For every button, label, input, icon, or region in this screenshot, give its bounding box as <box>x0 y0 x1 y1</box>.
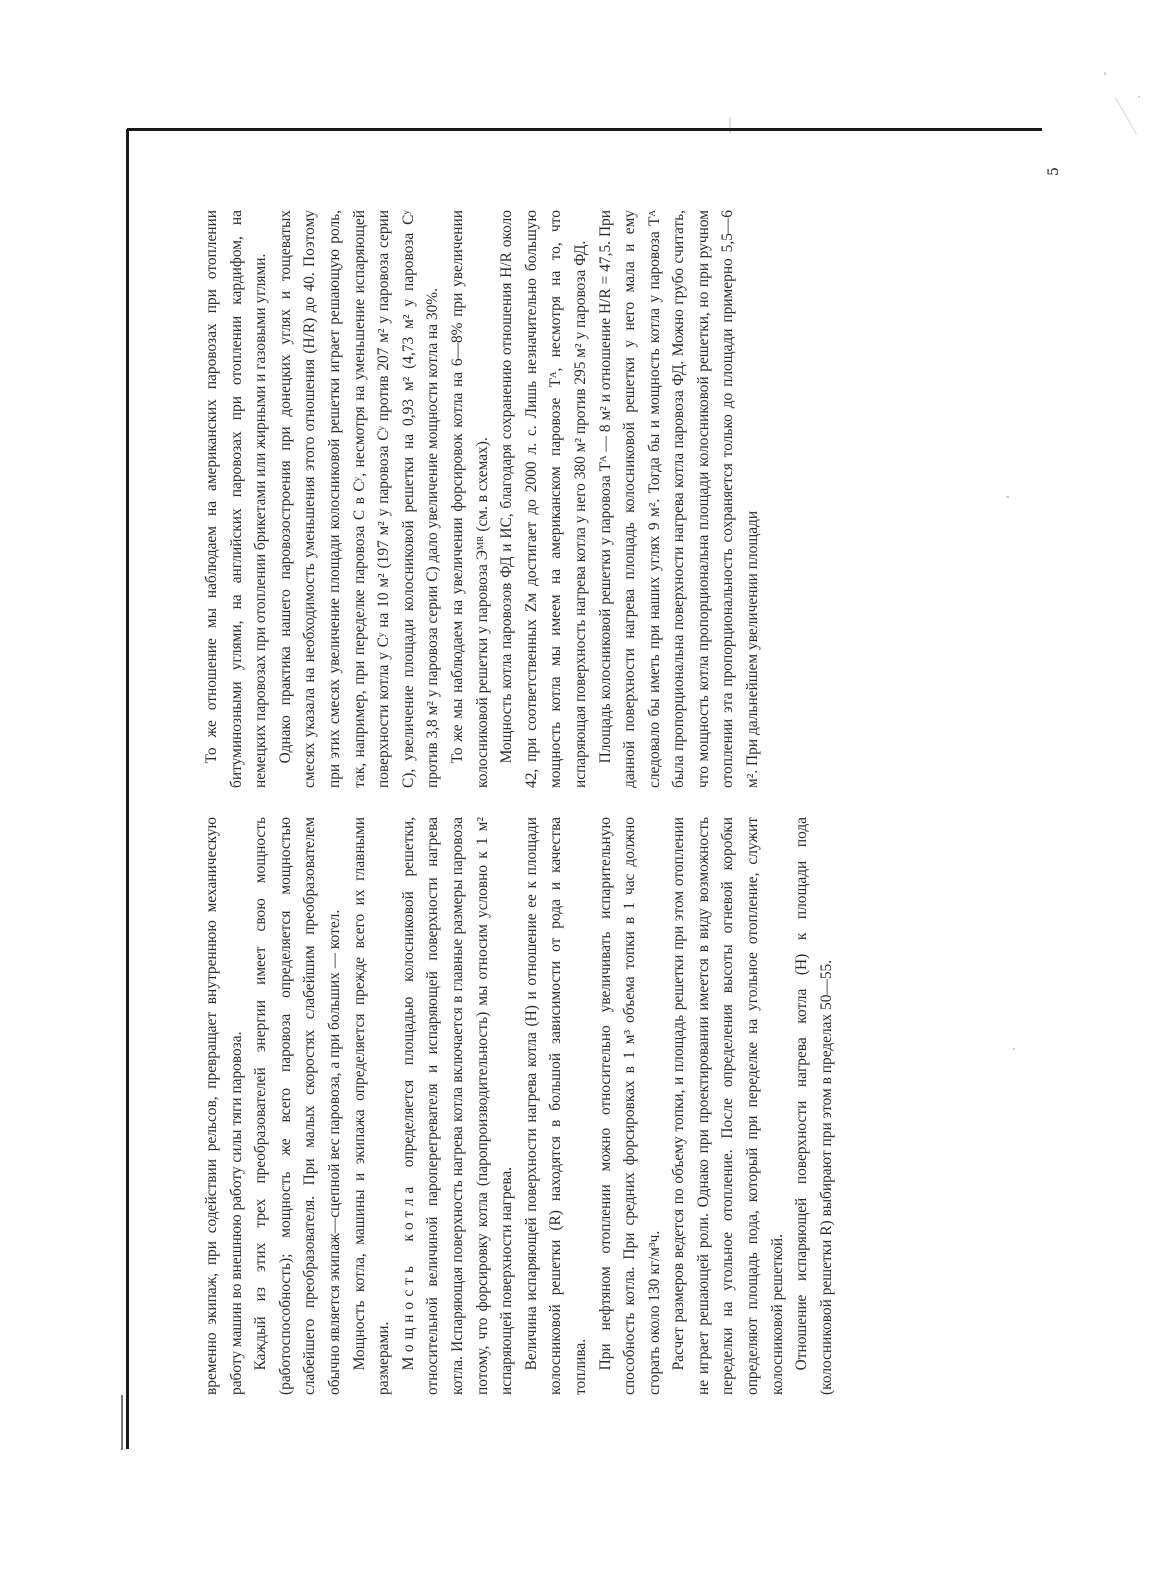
paragraph: Площадь колосниковой решетки у паровоза Тᴬ — 8 м² и отношение H/R = 47,5. При данной поверхности нагрева площадь колосниковой решетки у него мала и ему следовало бы иметь при наших углях 9 м². Тогда бы и мощность котла у паровоза Тᴬ была пропорциональна поверхности нагрева котла паровоза ФД. Можно грубо считать, что мощность котла пропорциональна площади колосниковой решетки, но при ручном отоплении эта пропорциональность сохраняется только до площади примерно 5,5—6 м². При дальнейшем увеличении площади <box>596 210 762 788</box>
page-border-top <box>127 128 1042 131</box>
page-border-shadow <box>121 1395 123 1450</box>
paragraph: Величина испаряющей поверхности нагрева котла (H) и отношение ее к площади колосниковой решетки (R) находятся в большой зависимости от рода и качества топлива. <box>522 817 589 1395</box>
scan-speck <box>1006 496 1009 498</box>
paragraph: Мощность котла, машины и экипажа определяется прежде всего их главными размерами. <box>350 817 393 1395</box>
scan-speck <box>1013 1048 1015 1050</box>
scan-scratch <box>1115 98 1137 135</box>
rotated-text-block <box>200 210 880 1395</box>
paragraph: Мощность котла паровозов ФД и ИС, благодаря сохранению отношения H/R около 42, при соответственных Zм достигает до 2000 л. с. Лишь незначительно большую мощность котла мы имеем на американском паровозе Тᴬ, несмотря на то, что испаряющая поверхность нагрева котла у него 380 м² против 295 м² у паровоза ФД. <box>498 210 589 788</box>
term-boiler-power: Мощность котла <box>399 1181 417 1371</box>
scan-speck <box>1138 96 1140 98</box>
scan-speck <box>1104 72 1106 75</box>
paragraph: временно экипаж, при содействии рельсов, превращает внутреннюю механическую работу машин во внешнюю работу силы тяги паровоза. <box>203 817 245 1395</box>
paragraph: Каждый из этих трех преобразователей энергии имеет свою мощность (работоспособность); мощность же всего паровоза определяется мощностью слабейшего преобразователя. При малых скоростях слабейшим преобразователем обычно является экипаж—сцепной вес паровоза, а при больших — котел. <box>252 817 343 1395</box>
paragraph: То же отношение мы наблюдаем на американских паровозах при отоплении битуминозными углями, на английских паровозах при отоплении кардифом, на немецких паровозах при отоплении брикетами или жирными и газовыми углями. <box>203 210 270 788</box>
paragraph <box>397 817 520 1395</box>
page-border-left <box>126 129 129 1449</box>
paragraph: Отношение испаряющей поверхности нагрева котла (H) к площади пода (колосниковой решетки R) выбирают при этом в пределах 50—55. <box>793 817 835 1395</box>
paragraph: При нефтяном отоплении можно относительно увеличивать испарительную способность котла. При средних форсировках в 1 м³ объема топки в 1 час должно сгорать около 130 кг/м³ч. <box>596 817 663 1395</box>
left-column <box>200 817 880 1395</box>
paragraph: Однако практика нашего паровозостроения при донецких углях и тощеватых смесях указала на необходимость уменьшения этого отношения (H/R) до 40. Поэтому при этих смесях увеличение площади колосниковой решетки играет решающую роль, так, например, при переделке паровоза С в Сʸ, несмотря на уменьшение испаряющей поверхности котла у Сʸ на 10 м² (197 м² у паровоза Сʸ против 207 м² у паровоза серии С), увеличение площади колосниковой решетки на 0,93 м² (4,73 м² у паровоза Сʸ против 3,8 м² у паровоза серии С) дало увеличение мощности котла на 30%. <box>276 210 442 788</box>
paragraph: Расчет размеров ведется по объему топки, и площадь решетки при этом отоплении не играет решающей роли. Однако при проектировании имеется в виду возможность переделки на угольное отопление. После определения высоты огневой коробки определяют площадь пода, который при переделке на угольное отопление, служит колосниковой решеткой. <box>670 817 786 1395</box>
paragraph-rest: определяется площадью колосниковой решетки, относительной величиной пароперегревателя и испаряющей поверхности нагрева котла. Испаряющая поверхность нагрева котла включается в главные размеры паровоза потому, что форсировку котла (паропроизводительность) мы относим условно к 1 м² испаряющей поверхности нагрева. <box>399 817 516 1395</box>
right-column <box>200 210 880 788</box>
page-number: 5 <box>1046 167 1062 176</box>
paragraph: То же мы наблюдаем на увеличении форсировок котла на 6—8% при увеличении колосниковой решетки у паровоза Эᴹᴿ (см. в схемах). <box>448 210 491 788</box>
